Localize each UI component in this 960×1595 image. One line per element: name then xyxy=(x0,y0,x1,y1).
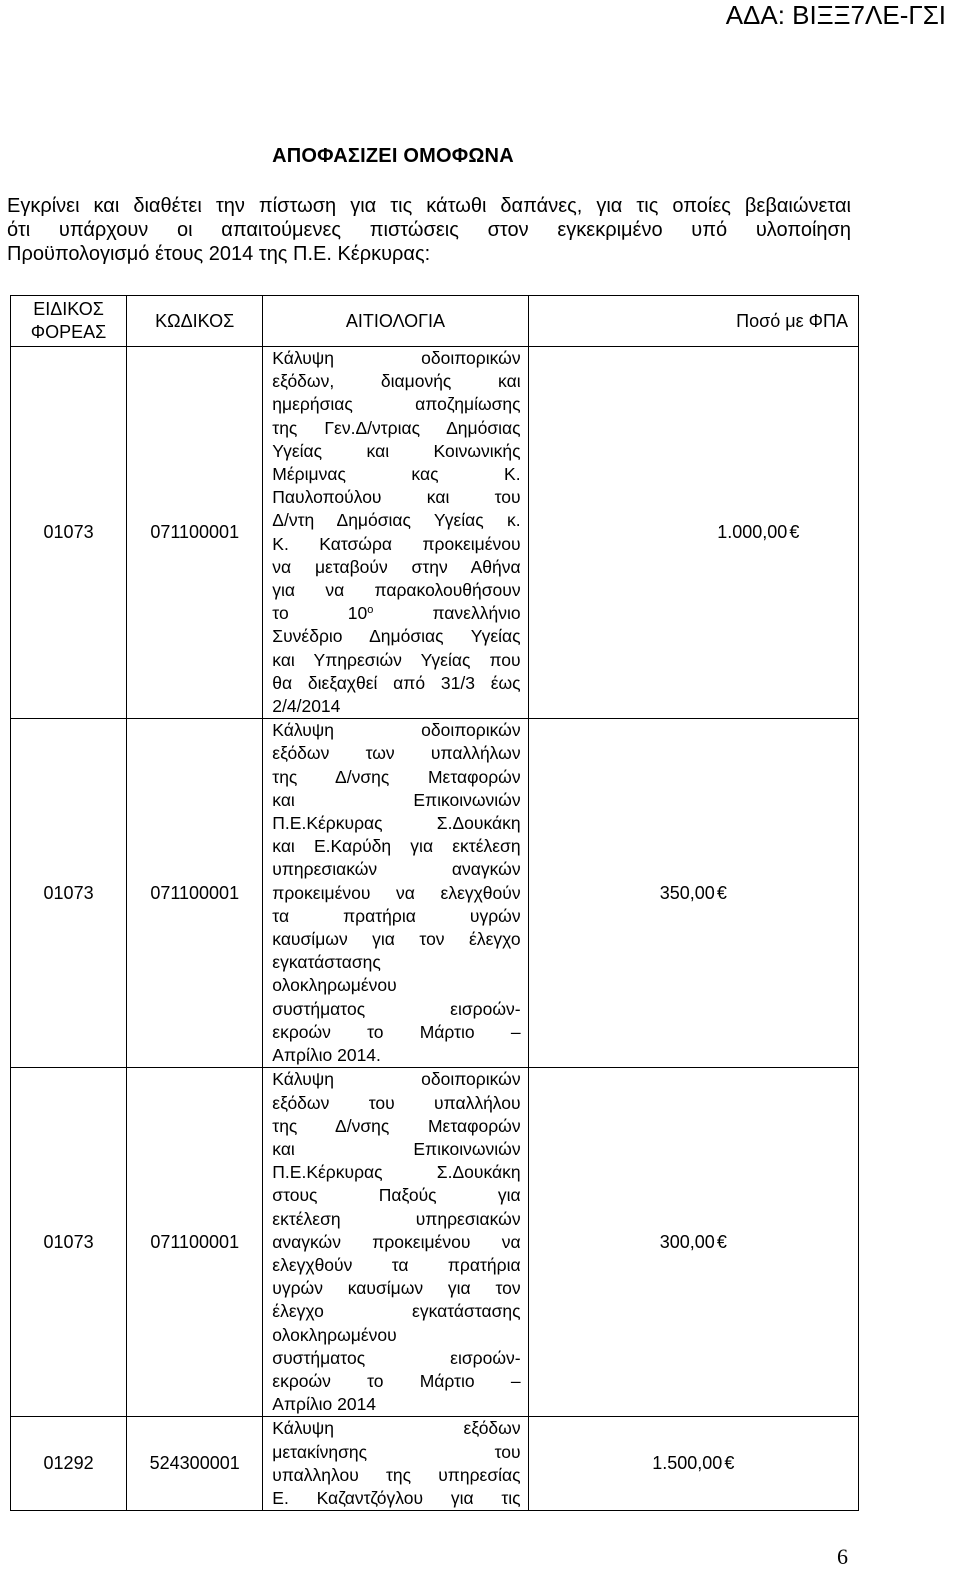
desc-line: υπηρεσιακών αναγκών xyxy=(272,859,521,880)
table-row xyxy=(11,1417,859,1511)
header-kodikos: ΚΩΔΙΚΟΣ xyxy=(127,296,263,347)
desc-line: αναγκών προκειμένου να xyxy=(272,1231,521,1252)
desc-line: Υγείας και Κοινωνικής xyxy=(272,440,521,461)
desc-line: Δ/ντη Δημόσιας Υγείας κ. xyxy=(272,510,521,531)
row-amount xyxy=(528,719,858,1068)
desc-line xyxy=(272,602,520,625)
desc-line: ολοκληρωμένου xyxy=(272,975,397,996)
amount-value: 350,00 xyxy=(659,882,715,903)
desc-line: Κάλυψη οδοιπορικών xyxy=(272,720,521,741)
desc-line: Κάλυψη οδοιπορικών xyxy=(272,1069,521,1090)
desc-line: της Δ/νσης Μεταφορών xyxy=(272,1115,521,1136)
desc-line: Απρίλιο 2014. xyxy=(272,1045,381,1066)
desc-line: Μέριμνας κας Κ. xyxy=(272,464,521,485)
desc-line: και Υπηρεσιών Υγείας που xyxy=(272,649,521,670)
row-kodikos: 524300001 xyxy=(127,1417,263,1511)
row-aitiologia xyxy=(263,719,528,1068)
row-foreas: 01073 xyxy=(11,1068,127,1417)
row-aitiologia xyxy=(263,1417,528,1511)
desc-line-part: $10^o$ xyxy=(347,603,374,624)
desc-line: εκτέλεση υπηρεσιακών xyxy=(272,1208,521,1229)
desc-line-part: πανελλήνιο xyxy=(432,603,521,624)
row-kodikos: 071100001 xyxy=(127,719,263,1068)
desc-line: εξόδων του υπαλλήλου xyxy=(272,1092,521,1113)
desc-line: 2/4/2014 xyxy=(272,696,341,717)
desc-line-part: το xyxy=(272,603,289,624)
header-foreas-line2: ΦΟΡΕΑΣ xyxy=(30,322,107,342)
row-foreas: 01292 xyxy=(11,1417,127,1511)
euro-icon: € xyxy=(724,1453,735,1474)
desc-line: της Δ/νσης Μεταφορών xyxy=(272,766,521,787)
desc-line: συστήματος εισροών- xyxy=(272,1347,521,1368)
desc-line: Κ. Κατσώρα προκειμένου xyxy=(272,533,521,554)
desc-line: προκειμένου να ελεγχθούν xyxy=(272,882,521,903)
euro-icon: € xyxy=(789,522,800,543)
expenses-table xyxy=(10,295,859,1511)
desc-line: Ε. Καζαντζόγλου για τις xyxy=(272,1487,521,1508)
euro-icon: € xyxy=(716,1231,727,1252)
intro-paragraph xyxy=(7,194,851,266)
table-header-row xyxy=(11,296,859,347)
header-foreas-line1: ΕΙΔΙΚΟΣ xyxy=(33,299,104,319)
desc-line: ελεγχθούν τα πρατήρια xyxy=(272,1254,521,1275)
desc-line: συστήματος εισροών- xyxy=(272,998,521,1019)
row-kodikos: 071100001 xyxy=(127,347,263,719)
desc-line: Παυλοπούλου και του xyxy=(272,487,521,508)
desc-line: μετακίνησης του xyxy=(272,1441,521,1462)
desc-line: έλεγχο εγκατάστασης xyxy=(272,1301,521,1322)
decision-heading: ΑΠΟΦΑΣΙΖΕΙ ΟΜΟΦΩΝΑ xyxy=(272,145,514,167)
euro-icon: € xyxy=(716,882,727,903)
desc-line: Π.Ε.Κέρκυρας Σ.Δουκάκη xyxy=(272,813,521,834)
desc-line: και Επικοινωνιών xyxy=(272,789,521,810)
desc-line: εκροών το Μάρτιο – xyxy=(272,1370,521,1391)
desc-line: στους Παξούς για xyxy=(272,1185,521,1206)
row-foreas: 01073 xyxy=(11,347,127,719)
row-amount xyxy=(528,347,858,719)
table-row xyxy=(11,719,859,1068)
amount-value: 1.000,00 xyxy=(717,522,788,543)
amount-value: 1.500,00 xyxy=(652,1453,723,1474)
desc-line: καυσίμων για τον έλεγχο xyxy=(272,929,521,950)
desc-line: υγρών καυσίμων για τον xyxy=(272,1278,521,1299)
desc-line: για να παρακολουθήσουν xyxy=(272,580,521,601)
header-aitiologia: ΑΙΤΙΟΛΟΓΙΑ xyxy=(263,296,528,347)
intro-line: Εγκρίνει και διαθέτει την πίστωση για τις κάτωθι δαπάνες, για τις οποίες βεβαιώνεται xyxy=(7,195,851,217)
desc-line: εξόδων των υπαλλήλων xyxy=(272,743,521,764)
desc-line: υπαλληλου της υπηρεσίας xyxy=(272,1464,521,1485)
desc-line: εκροών το Μάρτιο – xyxy=(272,1021,521,1042)
intro-line: Προϋπολογισμό έτους 2014 της Π.Ε. Κέρκυρας: xyxy=(7,243,431,265)
desc-line: τα πρατήρια υγρών xyxy=(272,905,521,926)
header-poso: Ποσό με ΦΠΑ xyxy=(528,296,858,347)
desc-line: Συνέδριο Δημόσιας Υγείας xyxy=(272,626,521,647)
desc-line: ολοκληρωμένου xyxy=(272,1324,397,1345)
table-row xyxy=(11,1068,859,1417)
desc-line: ημερήσιας αποζημίωσης xyxy=(272,394,521,415)
desc-line: Απρίλιο 2014 xyxy=(272,1394,377,1415)
desc-line: Κάλυψη οδοιπορικών xyxy=(272,348,521,368)
desc-line: Κάλυψη εξόδων xyxy=(272,1418,521,1439)
desc-line: και Επικοινωνιών xyxy=(272,1138,521,1159)
row-kodikos: 071100001 xyxy=(127,1068,263,1417)
row-amount xyxy=(528,1417,858,1511)
ada-code: ΑΔΑ: ΒΙΞΞ7ΛΕ-ΓΣΙ xyxy=(725,0,946,30)
row-foreas: 01073 xyxy=(11,719,127,1068)
page-number: 6 xyxy=(837,1544,848,1569)
table-row xyxy=(11,347,859,719)
header-foreas xyxy=(11,296,127,347)
desc-line: εξόδων, διαμονής και xyxy=(272,371,521,392)
desc-line: της Γεν.Δ/ντριας Δημόσιας xyxy=(272,417,521,438)
row-aitiologia xyxy=(263,1068,528,1417)
row-aitiologia xyxy=(263,347,528,719)
ordinal-superscript: ο xyxy=(367,604,374,617)
intro-line: ότι υπάρχουν οι απαιτούμενες πιστώσεις στον εγκεκριμένο υπό υλοποίηση xyxy=(7,219,851,241)
desc-line: Π.Ε.Κέρκυρας Σ.Δουκάκη xyxy=(272,1162,521,1183)
desc-line: εγκατάστασης xyxy=(272,952,381,973)
amount-value: 300,00 xyxy=(659,1231,715,1252)
desc-line: να μεταβούν στην Αθήνα xyxy=(272,556,521,577)
desc-line: θα διεξαχθεί από 31/3 έως xyxy=(272,672,521,693)
row-amount xyxy=(528,1068,858,1417)
desc-line: και Ε.Καρύδη για εκτέλεση xyxy=(272,836,521,857)
